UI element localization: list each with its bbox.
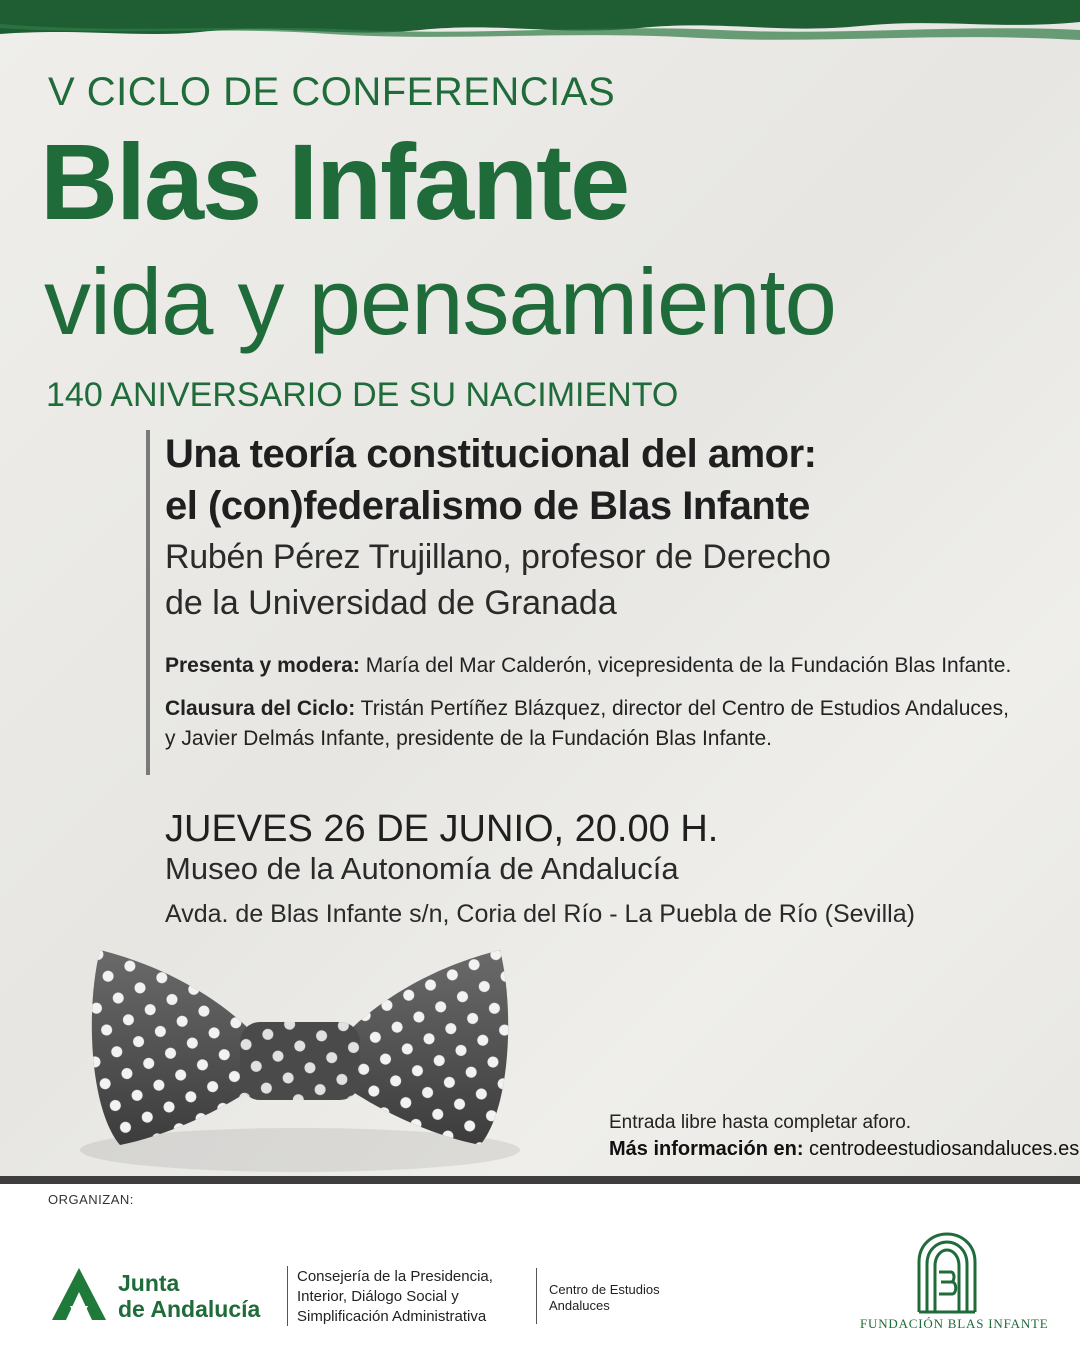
consejeria-line1: Consejería de la Presidencia, (297, 1268, 493, 1285)
free-entry-note: Entrada libre hasta completar aforo. (609, 1112, 912, 1133)
closing-label: Clausura del Ciclo: (165, 697, 356, 720)
fundacion-blas-infante-logo-icon (915, 1232, 979, 1314)
footer (0, 1184, 1080, 1347)
consejeria-line2: Interior, Diálogo Social y (297, 1288, 459, 1305)
presenter-label: Presenta y modera: (165, 654, 360, 677)
consejeria-line3: Simplificación Administrativa (297, 1308, 487, 1325)
main-title: Blas Infante (40, 121, 629, 242)
brush-stroke-icon (0, 0, 1080, 48)
organizers-label: ORGANIZAN: (48, 1192, 134, 1207)
junta-line2: de Andalucía (118, 1296, 261, 1322)
closing-line2: y Javier Delmás Infante, presidente de la Fundación Blas Infante. (165, 727, 773, 750)
bow-tie-illustration-icon (60, 930, 540, 1180)
speaker-line1 (165, 538, 831, 577)
event-address: Avda. de Blas Infante s/n, Coria del Río - La Puebla de Río (Sevilla) (165, 900, 915, 928)
closing-line (165, 697, 1009, 721)
presenter-text: María del Mar Calderón, vicepresidenta de la Fundación Blas Infante. (359, 654, 1012, 677)
separator (287, 1266, 288, 1326)
speaker-line2: de la Universidad de Granada (165, 584, 617, 622)
talk-title-line1: Una teoría constitucional del amor: (165, 432, 817, 476)
fundacion-name: FUNDACIÓN BLAS INFANTE (860, 1316, 1049, 1331)
event-date: JUEVES 26 DE JUNIO, 20.00 H. (165, 808, 719, 850)
talk-title-line2: el (con)federalismo de Blas Infante (165, 484, 810, 528)
closing-text: Tristán Pertíñez Blázquez, director del Centro de Estudios Andaluces, (355, 697, 1009, 720)
cycle-label: V CICLO DE CONFERENCIAS (48, 70, 616, 114)
more-info-line (609, 1138, 1079, 1161)
junta-andalucia-logo-icon (50, 1266, 108, 1322)
separator (536, 1268, 537, 1324)
presenter-line (165, 654, 1011, 678)
speaker-role: profesor de Derecho (511, 538, 831, 576)
footer-divider (0, 1176, 1080, 1184)
main-subtitle: vida y pensamiento (44, 249, 836, 354)
speaker-name: Rubén Pérez Trujillano, (165, 538, 512, 576)
centro-line1: Centro de Estudios (549, 1282, 660, 1297)
more-info-label: Más información en: (609, 1138, 804, 1160)
accent-bar (146, 430, 150, 775)
more-info-url[interactable]: centrodeestudiosandaluces.es (803, 1138, 1080, 1160)
centro-line2: Andaluces (549, 1298, 610, 1313)
event-venue: Museo de la Autonomía de Andalucía (165, 851, 679, 886)
junta-line1: Junta (118, 1270, 180, 1296)
anniversary-label: 140 ANIVERSARIO DE SU NACIMIENTO (46, 376, 679, 414)
